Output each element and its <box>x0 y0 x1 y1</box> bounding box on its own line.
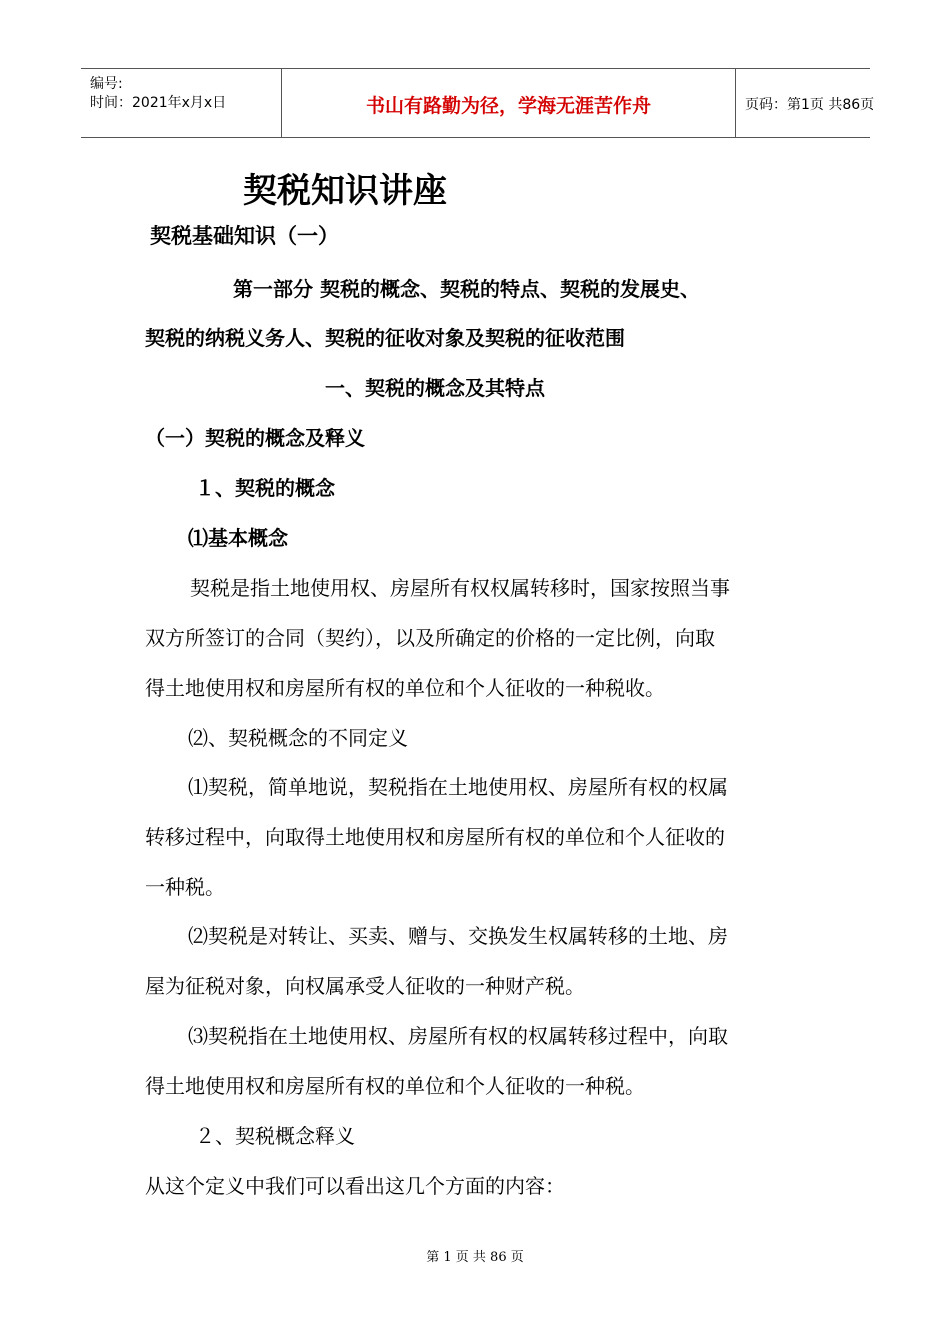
paragraph-line: 双方所签订的合同（契约），以及所确定的价格的一定比例，向取 <box>145 626 715 650</box>
motto: 书山有路勤为径，学海无涯苦作舟 <box>365 95 651 117</box>
header-page-cell <box>735 69 875 137</box>
paragraph-line: ⑵契税是对转让、买卖、赠与、交换发生权属转移的土地、房 <box>188 924 728 948</box>
paragraph-line: ⑴契税，简单地说，契税指在土地使用权、房屋所有权的权属 <box>188 775 728 799</box>
paragraph-line: ⑶契税指在土地使用权、房屋所有权的权属转移过程中，向取 <box>188 1024 728 1048</box>
document-title: 契税知识讲座 <box>243 171 447 211</box>
part-heading-line-2: 契税的纳税义务人、契税的征收对象及契税的征收范围 <box>145 326 625 350</box>
document-subtitle: 契税基础知识（一） <box>150 224 339 248</box>
item-heading-1b: ⑵、契税概念的不同定义 <box>188 726 408 750</box>
paragraph-line: 得土地使用权和房屋所有权的单位和个人征收的一种税收。 <box>145 676 665 700</box>
time-label: 时间：2021年x月x日 <box>90 95 227 111</box>
page-code: 页码：第1页 共86页 <box>745 97 875 113</box>
item-heading-1a: ⑴基本概念 <box>188 526 288 550</box>
item-heading-1: １、契税的概念 <box>195 476 335 500</box>
paragraph-line: 契税是指土地使用权、房屋所有权权属转移时，国家按照当事 <box>190 576 730 600</box>
page-header <box>81 68 875 138</box>
item-heading-2: ２、契税概念释义 <box>195 1124 355 1148</box>
paragraph-line: 从这个定义中我们可以看出这几个方面的内容： <box>145 1174 565 1198</box>
paragraph-line: 一种税。 <box>145 875 225 899</box>
subsection-heading: （一）契税的概念及释义 <box>145 426 365 450</box>
part-heading-line-1: 第一部分 契税的概念、契税的特点、契税的发展史、 <box>233 277 700 301</box>
paragraph-line: 得土地使用权和房屋所有权的单位和个人征收的一种税。 <box>145 1074 645 1098</box>
section-heading: 一、契税的概念及其特点 <box>325 376 545 400</box>
paragraph-line: 转移过程中，向取得土地使用权和房屋所有权的单位和个人征收的 <box>145 825 725 849</box>
paragraph-line: 屋为征税对象，向权属承受人征收的一种财产税。 <box>145 974 585 998</box>
number-label: 编号: <box>90 76 123 92</box>
header-info-cell <box>81 69 281 137</box>
header-motto-cell <box>281 69 736 137</box>
page-footer: 第 1 页 共 86 页 <box>426 1250 524 1265</box>
